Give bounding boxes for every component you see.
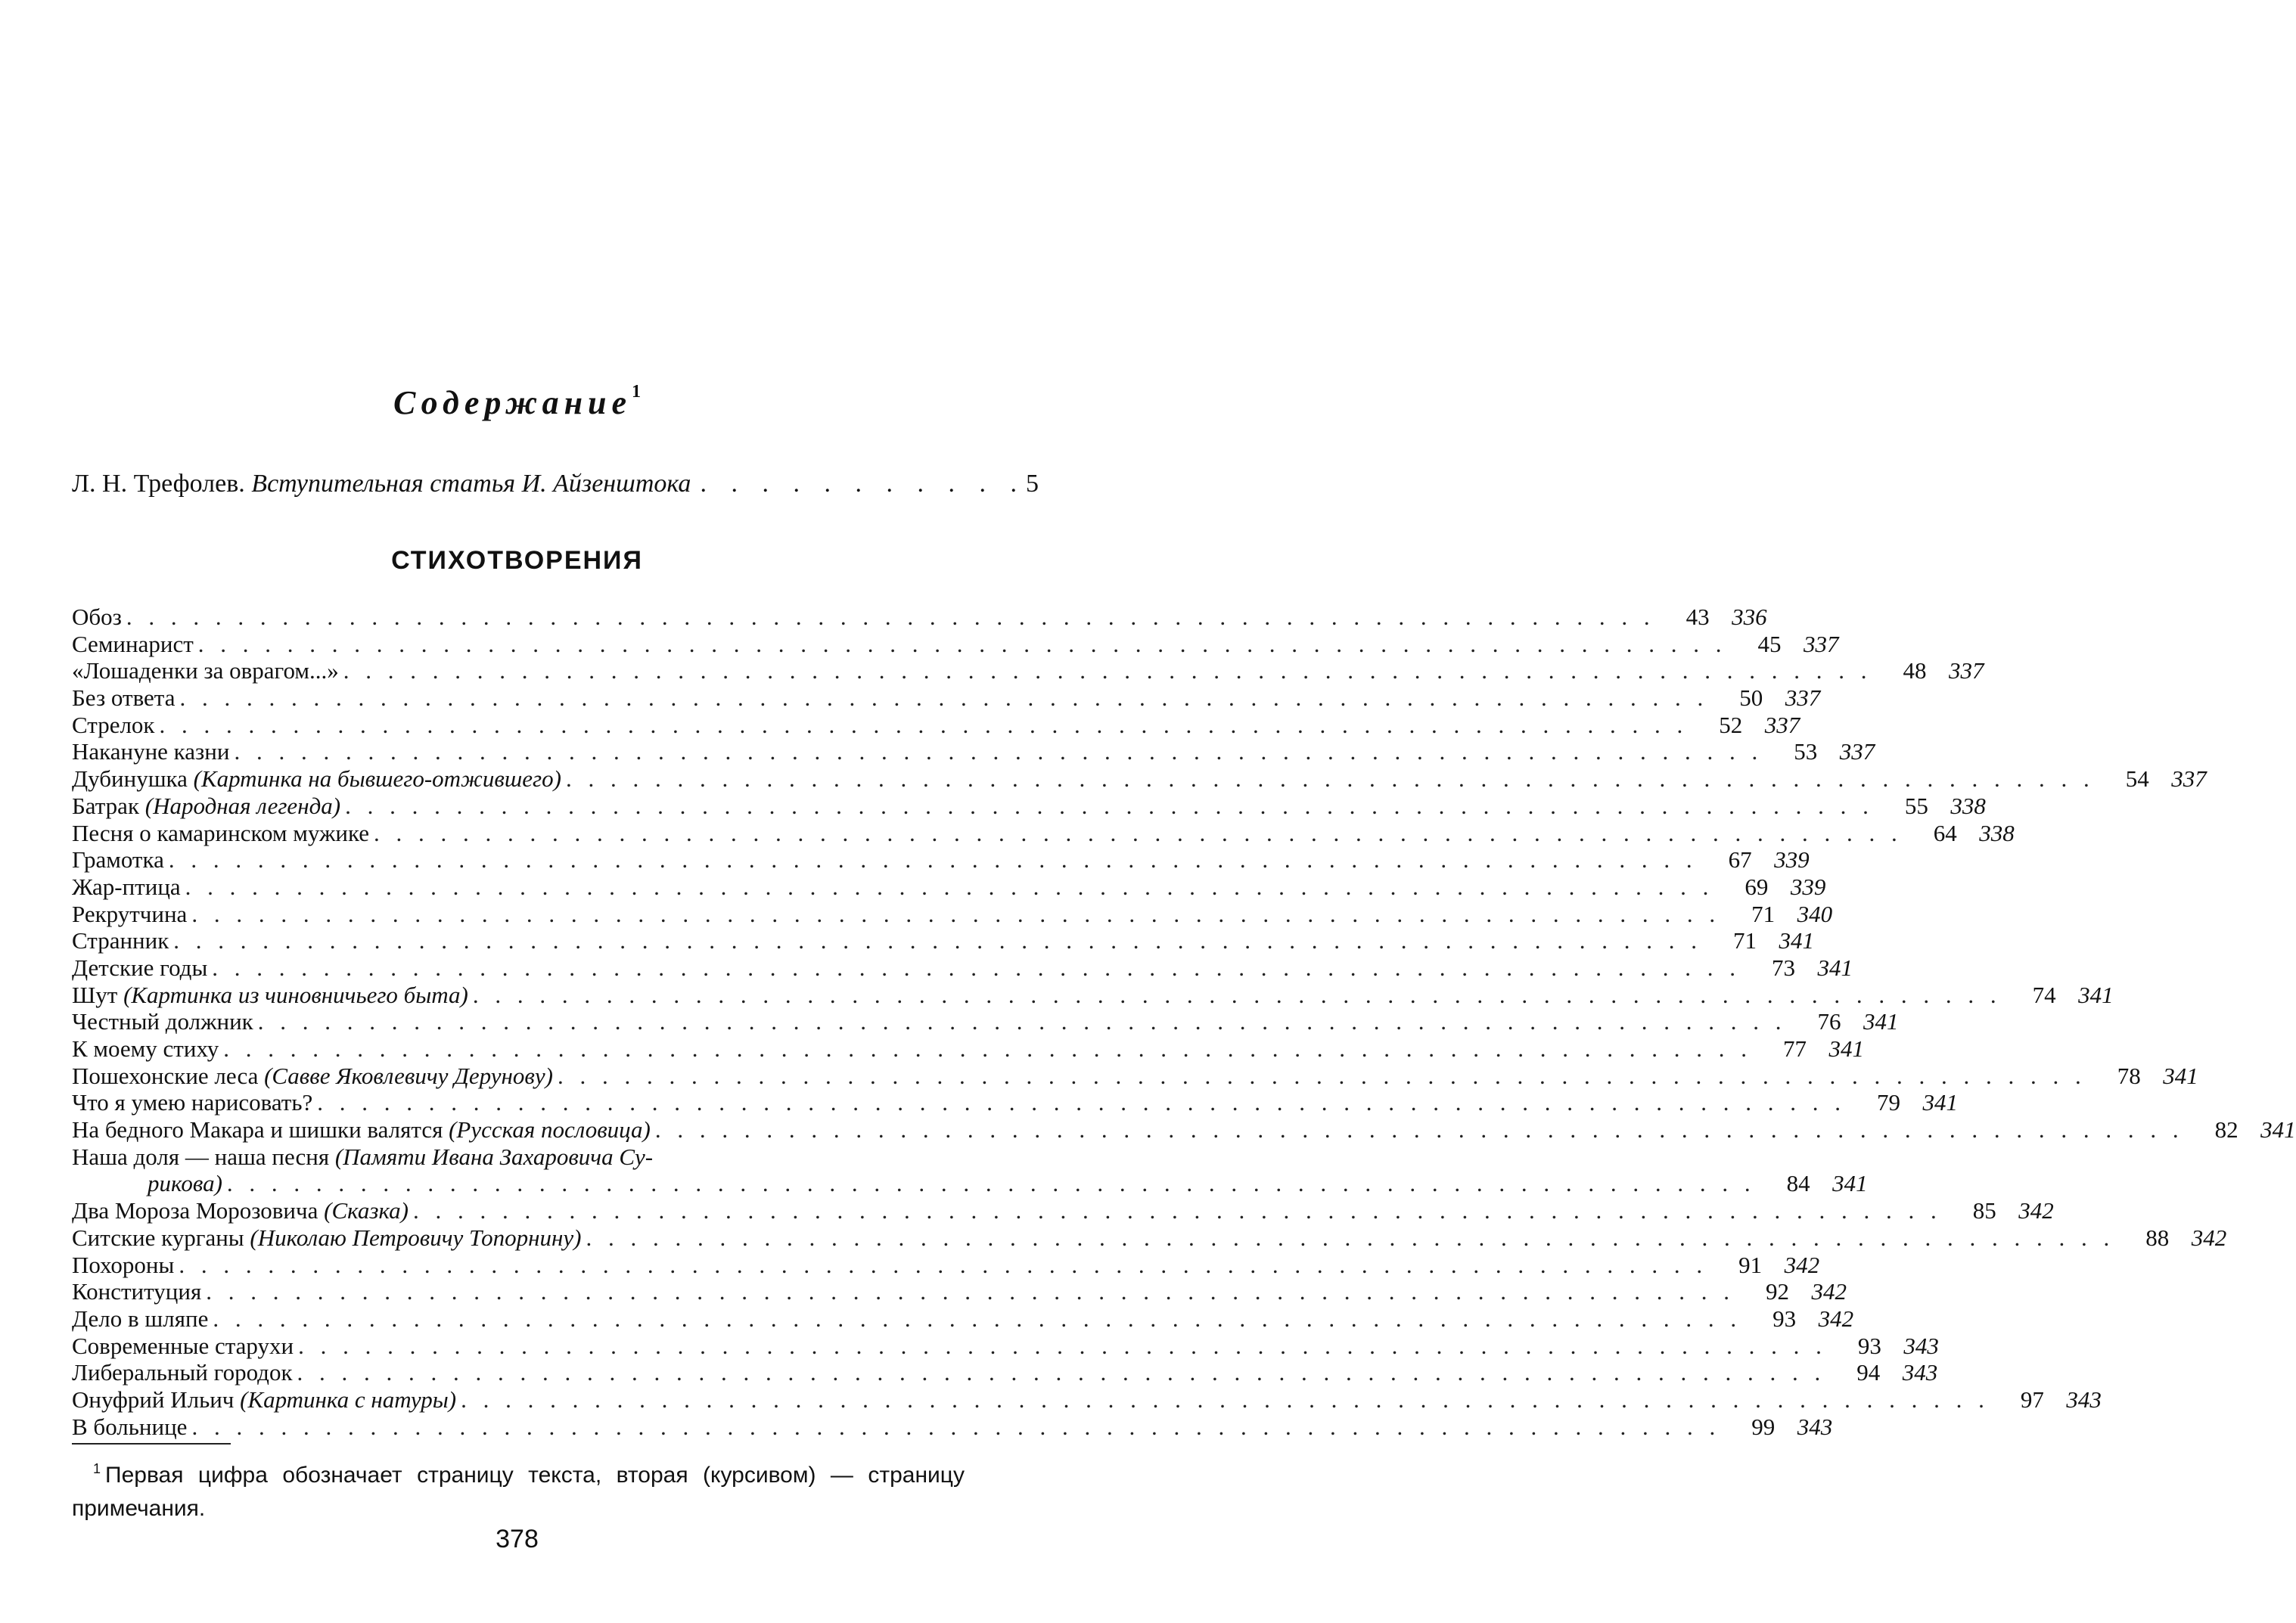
text-page-number: 84 (1786, 1170, 1810, 1197)
entry-title-text: «Лошаденки за оврагом...» (72, 657, 339, 684)
entry-title-text: Наша доля — наша песня (72, 1143, 330, 1170)
entry-title-text: Честный должник (72, 1008, 253, 1035)
toc-entry[interactable] (72, 1197, 2054, 1224)
note-page-number: 339 (1774, 846, 1810, 874)
toc-entry-title (72, 1063, 553, 1090)
toc-entry-title (72, 1224, 582, 1252)
text-page-number: 93 (1857, 1332, 1881, 1359)
toc-entry[interactable] (72, 900, 1833, 928)
toc-entry[interactable] (72, 684, 1821, 712)
toc-entry-title (72, 712, 154, 739)
entry-title-text: Детские годы (72, 954, 208, 981)
toc-entry[interactable] (72, 1116, 2296, 1144)
entry-subtitle: (Картинка из чиновничьего быта) (123, 981, 468, 1008)
entry-subtitle: (Русская пословица) (449, 1116, 651, 1144)
entry-title-text: Что я умею нарисовать? (72, 1089, 313, 1116)
text-page-number: 77 (1783, 1035, 1807, 1062)
dot-leader (312, 1089, 1846, 1116)
note-page-number: 342 (2191, 1224, 2227, 1251)
dot-leader (181, 874, 1714, 901)
note-page-number: 341 (2078, 981, 2114, 1008)
entry-title-text: Похороны (72, 1251, 175, 1278)
text-page-number: 45 (1757, 630, 1782, 657)
text-page-number: 54 (2125, 765, 2149, 793)
intro-author: Л. Н. Трефолев. (72, 470, 245, 498)
intro-page: 5 (1025, 470, 1039, 498)
dot-leader (208, 1305, 1741, 1333)
entry-subtitle: (Народная легенда) (144, 792, 341, 819)
entry-subtitle: (Картинка на бывшего-отжившего) (193, 765, 561, 793)
toc-entry[interactable] (72, 1224, 2227, 1252)
text-page-number: 88 (2145, 1224, 2170, 1251)
toc-entry[interactable] (72, 738, 1875, 765)
note-page-number: 341 (1828, 1035, 1865, 1062)
entry-title-text: Стрелок (72, 711, 155, 738)
dot-leader (369, 820, 1903, 847)
toc-entry-title (72, 657, 339, 684)
dot-leader (340, 793, 1874, 820)
dot-leader (339, 657, 1872, 684)
text-page-number: 91 (1738, 1251, 1763, 1278)
text-page-number: 76 (1817, 1008, 1841, 1035)
toc-entry-title (72, 1197, 409, 1224)
entry-subtitle: рикова) (148, 1170, 222, 1197)
dot-leader (201, 1278, 1735, 1305)
toc-entry-title (72, 631, 194, 658)
entry-title-text: Дубинушка (72, 765, 188, 793)
page-title (0, 382, 1034, 422)
toc-entry[interactable] (72, 846, 1810, 874)
dot-leader (122, 604, 1655, 631)
entry-subtitle: (Савве Яковлевичу Дерунову) (264, 1062, 553, 1089)
text-page-number: 79 (1877, 1089, 1900, 1116)
toc-entry[interactable] (72, 819, 2015, 847)
dot-leader (175, 684, 1708, 712)
footnote-mark: 1 (93, 1461, 101, 1476)
note-page-number: 337 (1949, 657, 1984, 684)
title-text: Содержание (393, 384, 632, 421)
dot-leader (651, 1116, 2184, 1144)
entry-title-text: Семинарист (72, 630, 194, 657)
text-page-number: 55 (1904, 792, 1928, 819)
toc-entry[interactable] (72, 1008, 1899, 1035)
text-page-number: 71 (1751, 900, 1776, 927)
note-page-number: 337 (1764, 711, 1800, 738)
note-page-number: 338 (1950, 792, 1986, 819)
note-page-number: 343 (1903, 1332, 1939, 1359)
toc-entry-title (72, 1359, 293, 1386)
page-number: 378 (496, 1525, 539, 1553)
toc-entry[interactable] (72, 1305, 1854, 1333)
entry-title-text: Пошехонские леса (72, 1062, 259, 1089)
dot-leader (468, 982, 2002, 1009)
section-title: СТИХОТВОРЕНИЯ (391, 546, 643, 575)
text-page-number: 85 (1972, 1197, 1996, 1224)
entry-subtitle: (Николаю Петровичу Топорнину) (250, 1224, 582, 1251)
text-page-number: 67 (1728, 846, 1752, 874)
intro-entry[interactable] (72, 467, 1039, 501)
entry-subtitle: (Картинка с натуры) (240, 1386, 457, 1413)
toc-entry-title (72, 1035, 219, 1063)
dot-leader (187, 1414, 1720, 1441)
toc-entry-title (72, 793, 340, 820)
note-page-number: 341 (1922, 1089, 1958, 1116)
note-page-number: 341 (1817, 954, 1853, 981)
toc-entry-title (72, 901, 187, 928)
toc-entry-title (72, 982, 468, 1009)
toc-entry-title (72, 604, 122, 631)
toc-entry[interactable] (72, 1144, 965, 1171)
note-page-number: 337 (1839, 738, 1875, 765)
dot-leader (154, 712, 1688, 739)
note-page-number: 341 (1863, 1008, 1899, 1035)
entry-title-text: Шут (72, 981, 118, 1008)
toc-entry[interactable] (72, 1089, 1958, 1116)
note-page-number: 339 (1790, 873, 1826, 900)
title-footnote-mark: 1 (632, 382, 642, 402)
dot-leader (169, 927, 1702, 954)
toc-entry-title (72, 846, 164, 874)
entry-title-text: Онуфрий Ильич (72, 1386, 235, 1413)
entry-subtitle: (Памяти Ивана Захаровича Су- (334, 1143, 654, 1170)
text-page-number: 97 (2020, 1386, 2044, 1413)
toc-entry-title (72, 738, 229, 765)
note-page-number: 342 (1784, 1251, 1820, 1278)
note-page-number: 336 (1732, 604, 1767, 630)
dot-leader (194, 631, 1727, 658)
dot-leader (219, 1035, 1752, 1063)
toc-entry[interactable] (72, 1251, 1820, 1279)
intro-text: Вступительная статья И. Айзенштока (251, 470, 691, 498)
toc-entry-title (72, 820, 369, 847)
dot-leader (409, 1197, 1942, 1224)
entry-title-text: Песня о камаринском мужике (72, 819, 370, 846)
dot-leader (294, 1333, 1827, 1360)
toc-entry[interactable] (72, 1278, 1847, 1305)
note-page-number: 337 (1804, 630, 1839, 657)
footnote-text: Первая цифра обозначает страницу текста, вторая (курсивом) — страницу примечания. (72, 1463, 965, 1521)
entry-title-text: Обоз (72, 604, 122, 630)
toc-entry-title (72, 1386, 456, 1414)
footnote-rule (72, 1443, 231, 1445)
toc-entry-title (72, 1252, 174, 1279)
toc-entry[interactable] (72, 711, 1800, 739)
note-page-number: 342 (1818, 1305, 1854, 1332)
toc-entry[interactable] (72, 954, 1853, 982)
entry-title-text: Грамотка (72, 846, 164, 874)
dot-leader (229, 738, 1763, 765)
toc-entry[interactable] (72, 1170, 1868, 1197)
text-page-number: 69 (1745, 873, 1769, 900)
dot-leader: . . . . . . . . . . . (700, 470, 1026, 498)
toc-entry[interactable] (72, 1386, 2102, 1414)
toc-entry[interactable] (72, 1035, 1865, 1063)
dot-leader (187, 901, 1720, 928)
toc-entry-title (72, 684, 175, 712)
entry-title-text: Либеральный городок (72, 1359, 293, 1386)
text-page-number: 43 (1685, 604, 1710, 630)
entry-title-text: Жар-птица (72, 873, 181, 900)
note-page-number: 341 (2260, 1116, 2296, 1144)
toc-entry[interactable] (72, 873, 1826, 901)
dot-leader (456, 1386, 1990, 1414)
toc-entry-title (72, 1144, 653, 1171)
note-page-number: 341 (1779, 927, 1815, 954)
note-page-number: 337 (1785, 684, 1821, 712)
note-page-number: 343 (1902, 1359, 1938, 1386)
text-page-number: 48 (1903, 657, 1927, 684)
entry-title-text: Ситские курганы (72, 1224, 244, 1251)
toc-entry[interactable] (72, 1062, 2198, 1090)
toc-list (72, 604, 2296, 1440)
toc-entry-title (72, 1089, 312, 1116)
text-page-number: 53 (1794, 738, 1818, 765)
entry-title-text: Батрак (72, 792, 140, 819)
note-page-number: 343 (2066, 1386, 2102, 1413)
entry-title-text: Конституция (72, 1278, 202, 1305)
entry-subtitle: (Сказка) (324, 1197, 409, 1224)
entry-title-text: Современные старухи (72, 1332, 294, 1359)
text-page-number: 78 (2117, 1062, 2141, 1089)
entry-title-text: Два Мороза Морозовича (72, 1197, 318, 1224)
entry-title-text: В больнице (72, 1413, 188, 1440)
dot-leader (207, 954, 1741, 982)
entry-title-text: Накануне казни (72, 738, 230, 765)
toc-entry-title (72, 1008, 253, 1035)
entry-title-text: Странник (72, 927, 169, 954)
toc-entry-title (72, 1278, 201, 1305)
toc-entry-title (72, 1414, 187, 1441)
note-page-number: 342 (1811, 1278, 1847, 1305)
entry-title-text: Рекрутчина (72, 900, 188, 927)
toc-entry[interactable] (72, 604, 1767, 631)
note-page-number: 340 (1797, 900, 1833, 927)
text-page-number: 50 (1739, 684, 1763, 712)
text-page-number: 82 (2214, 1116, 2239, 1144)
note-page-number: 342 (2018, 1197, 2054, 1224)
toc-entry-title (72, 1116, 651, 1144)
dot-leader (561, 765, 2095, 793)
text-page-number: 94 (1856, 1359, 1881, 1386)
note-page-number: 341 (1832, 1170, 1868, 1197)
toc-entry-title (72, 1333, 294, 1360)
toc-entry[interactable] (72, 1359, 1938, 1386)
toc-entry[interactable] (72, 1413, 1833, 1441)
text-page-number: 93 (1772, 1305, 1797, 1332)
entry-title-text: Дело в шляпе (72, 1305, 209, 1332)
text-page-number: 64 (1933, 819, 1957, 846)
entry-title-text: К моему стиху (72, 1035, 219, 1062)
toc-entry[interactable] (72, 1332, 1939, 1360)
text-page-number: 52 (1719, 711, 1743, 738)
note-page-number: 343 (1797, 1413, 1833, 1440)
toc-entry[interactable] (72, 765, 2207, 793)
toc-entry[interactable] (72, 630, 1839, 658)
note-page-number: 341 (2163, 1062, 2198, 1089)
entry-title-text: На бедного Макара и шишки валятся (72, 1116, 443, 1144)
toc-entry[interactable] (72, 927, 1815, 954)
footnote (72, 1452, 965, 1525)
toc-entry[interactable] (72, 792, 1986, 820)
note-page-number: 338 (1979, 819, 2015, 846)
toc-entry-title (72, 927, 169, 954)
toc-entry-title (72, 874, 181, 901)
dot-leader (253, 1008, 1787, 1035)
text-page-number: 92 (1765, 1278, 1789, 1305)
text-page-number: 74 (2032, 981, 2056, 1008)
toc-entry[interactable] (72, 657, 1984, 684)
dot-leader (553, 1063, 2086, 1090)
dot-leader (582, 1224, 2115, 1252)
dot-leader (164, 846, 1698, 874)
toc-entry-title (72, 765, 561, 793)
toc-entry-title (72, 954, 207, 982)
text-page-number: 71 (1733, 927, 1757, 954)
entry-title-text: Без ответа (72, 684, 176, 712)
text-page-number: 73 (1772, 954, 1796, 981)
dot-leader (174, 1252, 1707, 1279)
note-page-number: 337 (2171, 765, 2207, 793)
dot-leader (222, 1170, 1756, 1197)
toc-entry-title (72, 1170, 222, 1197)
toc-entry-title (72, 1305, 208, 1333)
dot-leader (293, 1359, 1826, 1386)
text-page-number: 99 (1751, 1413, 1776, 1440)
toc-entry[interactable] (72, 981, 2114, 1009)
